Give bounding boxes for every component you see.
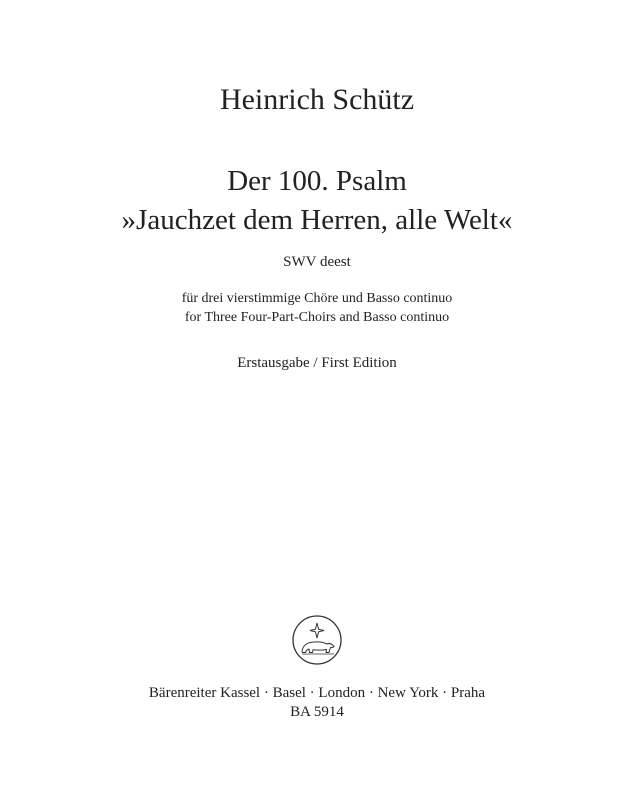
edition-note: Erstausgabe / First Edition: [237, 355, 397, 371]
baerenreiter-bear-star-logo-icon: [291, 614, 343, 666]
work-title-line-1: Der 100. Psalm: [227, 165, 407, 197]
scoring-english: for Three Four-Part-Choirs and Basso continuo: [184, 310, 450, 325]
work-title-line-2: »Jauchzet dem Herren, alle Welt«: [121, 204, 513, 236]
composer-name: Heinrich Schütz: [219, 83, 415, 116]
catalog-designation: SWV deest: [283, 254, 351, 270]
publisher-imprint: Bärenreiter Kassel · Basel · London · New York · Praha: [148, 685, 486, 701]
scoring-german: für drei vierstimmige Chöre und Basso continuo: [181, 291, 453, 306]
catalog-number: BA 5914: [290, 704, 344, 720]
